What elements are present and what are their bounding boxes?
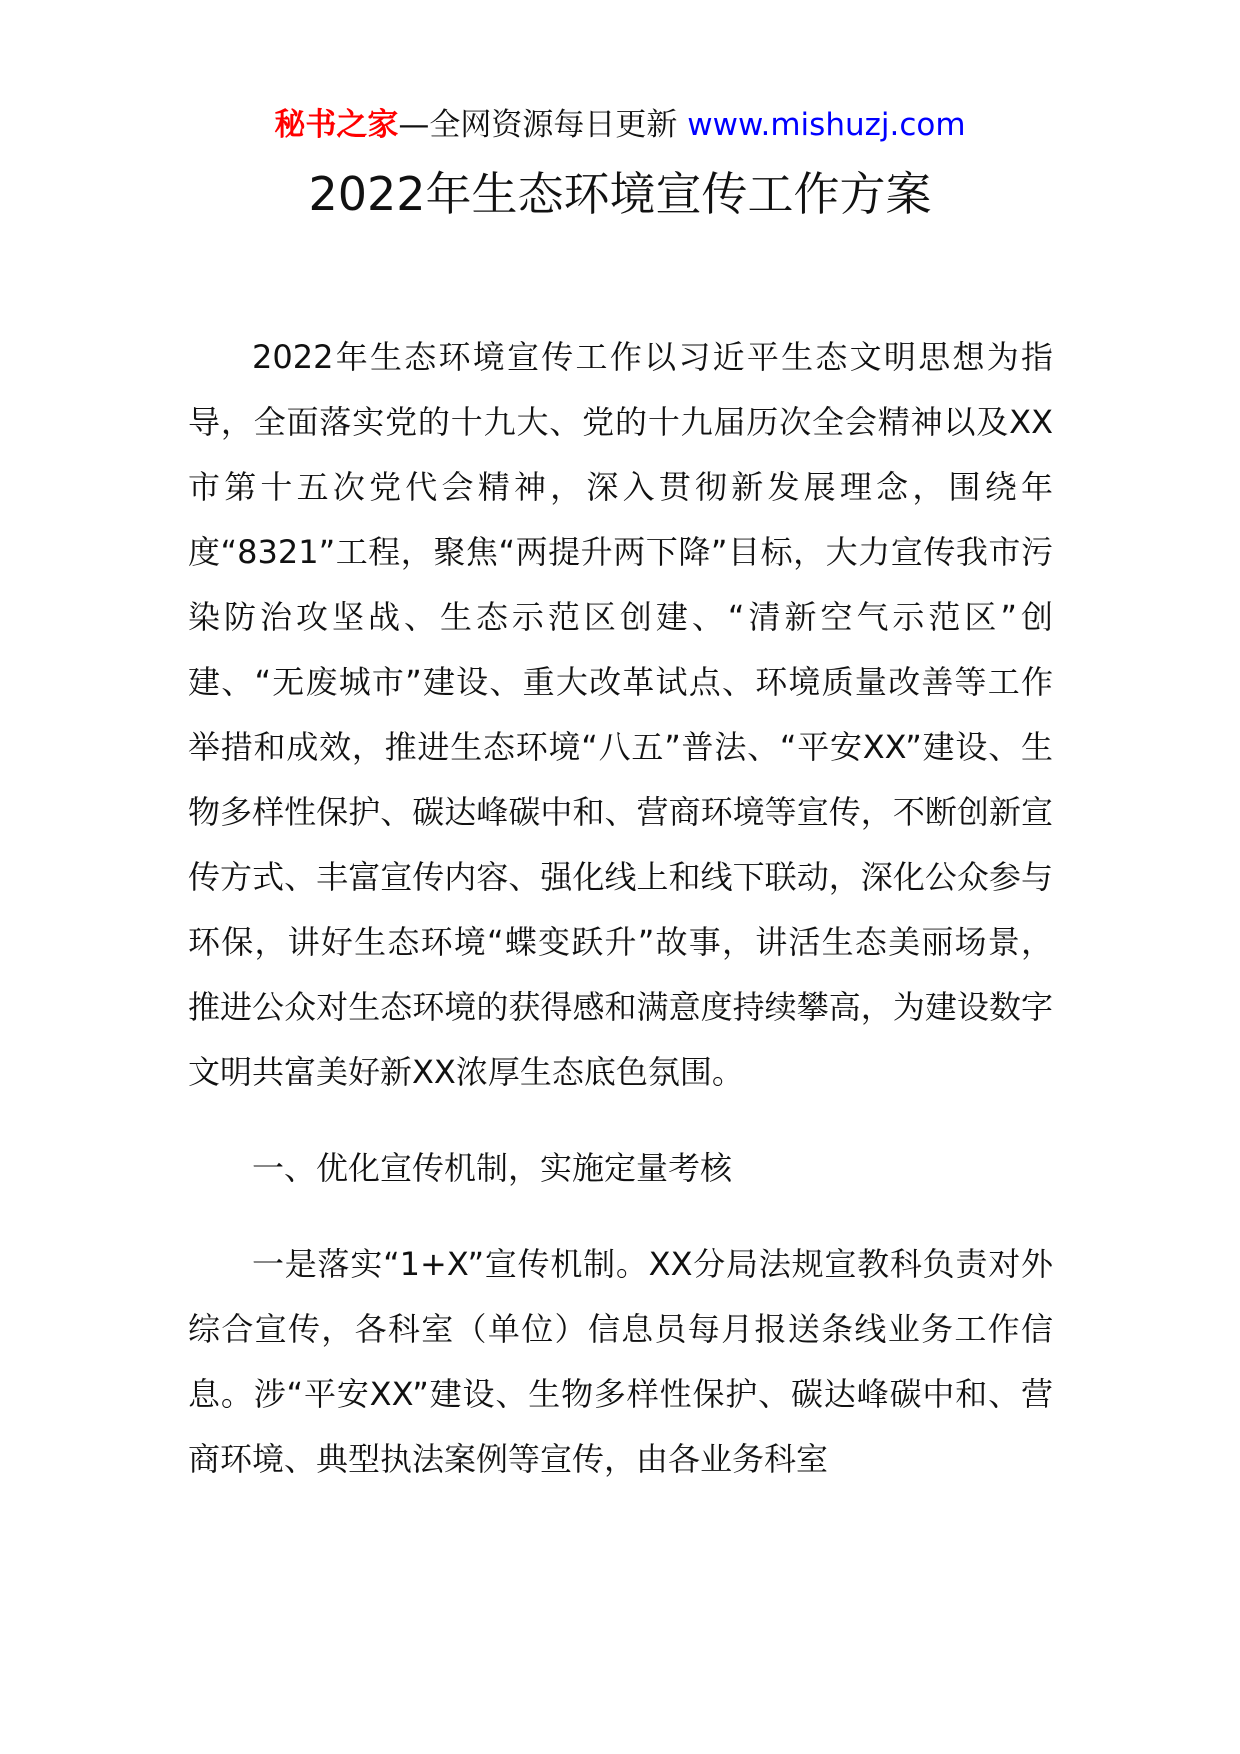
document-title: 2022年生态环境宣传工作方案 (308, 167, 932, 221)
site-tagline: —全网资源每日更新 (398, 107, 678, 143)
site-brand: 秘书之家 (274, 107, 399, 143)
section-heading: 一、优化宣传机制，实施定量考核 (252, 1149, 733, 1187)
site-url-link[interactable]: www.mishuzj.com (687, 107, 966, 143)
site-header (0, 103, 1240, 147)
document-body (188, 325, 1053, 1492)
section-paragraph: 一是落实“1+X”宣传机制。XX分局法规宣教科负责对外综合宣传，各科室（单位）信息员每月报送条线业务工作信息。涉“平安XX”建设、生物多样性保护、碳达峰碳中和、营商环境、典型执法案例等宣传，由各业务科室 (188, 1245, 1053, 1478)
intro-paragraph: 2022年生态环境宣传工作以习近平生态文明思想为指导，全面落实党的十九大、党的十九届历次全会精神以及XX市第十五次党代会精神，深入贯彻新发展理念，围绕年度“8321”工程，聚焦“两提升两下降”目标，大力宣传我市污染防治攻坚战、生态示范区创建、“清新空气示范区”创建、“无废城市”建设、重大改革试点、环境质量改善等工作举措和成效，推进生态环境“八五”普法、“平安XX”建设、生物多样性保护、碳达峰碳中和、营商环境等宣传，不断创新宣传方式、丰富宣传内容、强化线上和线下联动，深化公众参与环保，讲好生态环境“蝶变跃升”故事，讲活生态美丽场景，推进公众对生态环境的获得感和满意度持续攀高，为建设数字文明共富美好新XX浓厚生态底色氛围。 (188, 338, 1053, 1091)
